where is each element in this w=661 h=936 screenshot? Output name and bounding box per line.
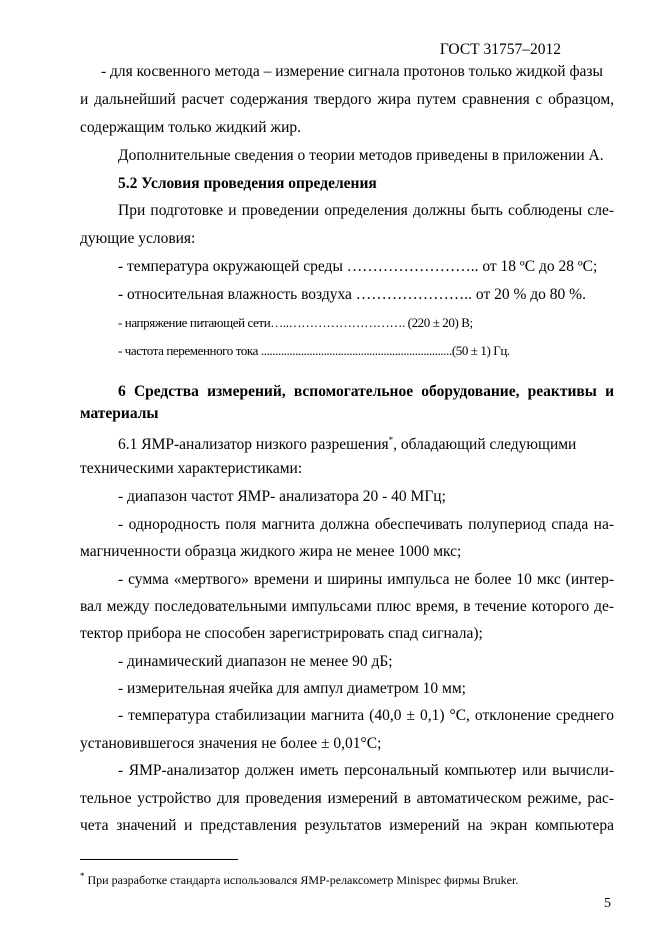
spec-computer-line-3: чета значений и представления результатов измерений на экран компьютера — [80, 817, 614, 834]
condition-voltage: - напряжение питающей сети…..………………………. (220 ± 20) В; — [118, 315, 473, 330]
para-1-line-1: - для косвенного метода – измерение сигнала протонов только жидкой фазы — [101, 63, 603, 80]
condition-humidity: - относительная влажность воздуха ………………….. от 20 % до 80 %. — [118, 286, 586, 303]
section-5-2-heading: 5.2 Условия проведения определения — [118, 175, 377, 192]
standard-header: ГОСТ 31757–2012 — [439, 41, 561, 58]
para-6-1-text-b: , обладающий следующими — [393, 436, 577, 453]
condition-frequency: - частота переменного тока ...................................................................(50 ± 1) Гц. — [118, 343, 510, 358]
footnote-divider — [80, 859, 238, 860]
page-number: 5 — [604, 896, 611, 911]
footnote-reference: * — [388, 434, 394, 445]
para-6-1-line-2: техническими характеристиками: — [80, 460, 303, 477]
para-2: Дополнительные сведения о теории методов приведены в приложении А. — [118, 147, 604, 164]
spec-temperature-line-2: установившегося значения не более ± 0,01°С; — [80, 735, 382, 752]
para-1-line-2: и дальнейший расчет содержания твердого жира путем сравнения с образцом, — [80, 91, 614, 108]
spec-computer-line-1: - ЯМР-анализатор должен иметь персональный компьютер или вычисли- — [118, 762, 614, 779]
para-3-line-2: дующие условия: — [80, 230, 196, 247]
para-6-1-text-a: 6.1 ЯМР-анализатор низкого разрешения — [118, 436, 389, 453]
spec-dead-time-line-3: тектор прибора не способен зарегистрировать спад сигнала); — [80, 625, 483, 642]
spec-homogeneity-line-2: магниченности образца жидкого жира не менее 1000 мкс; — [80, 543, 462, 560]
footnote-mark: * — [80, 871, 85, 881]
para-3-line-1: При подготовке и проведении определения должны быть соблюдены сле- — [118, 202, 614, 219]
spec-computer-line-2: тельное устройство для проведения измерений в автоматическом режиме, рас- — [80, 790, 614, 807]
spec-measuring-cell: - измерительная ячейка для ампул диаметром 10 мм; — [118, 680, 466, 697]
spec-frequency-range: - диапазон частот ЯМР- анализатора 20 - 40 МГц; — [118, 488, 446, 505]
para-1-line-3: содержащим только жидкий жир. — [80, 119, 302, 136]
footnote — [80, 872, 518, 888]
spec-temperature-line-1: - температура стабилизации магнита (40,0 ± 0,1) °С, отклонение среднего — [118, 707, 614, 724]
spec-homogeneity-line-1: - однородность поля магнита должна обеспечивать полупериод спада на- — [118, 516, 614, 533]
condition-temperature: - температура окружающей среды …………………….. от 18 ºС до 28 ºС; — [118, 258, 598, 275]
section-6-heading-line-1: 6 Средства измерений, вспомогательное оборудование, реактивы и — [118, 383, 614, 400]
spec-dead-time-line-1: - сумма «мертвого» времени и ширины импульса не более 10 мкс (интер- — [118, 571, 614, 588]
spec-dead-time-line-2: вал между последовательными импульсами плюс время, в течение которого де- — [80, 598, 614, 615]
section-6-heading-line-2: материалы — [80, 405, 159, 422]
footnote-text: При разработке стандарта использовался ЯМР-релаксометр Minispec фирмы Bruker. — [84, 873, 519, 887]
spec-dynamic-range: - динамический диапазон не менее 90 дБ; — [118, 653, 393, 670]
para-6-1-line-1 — [118, 435, 614, 455]
